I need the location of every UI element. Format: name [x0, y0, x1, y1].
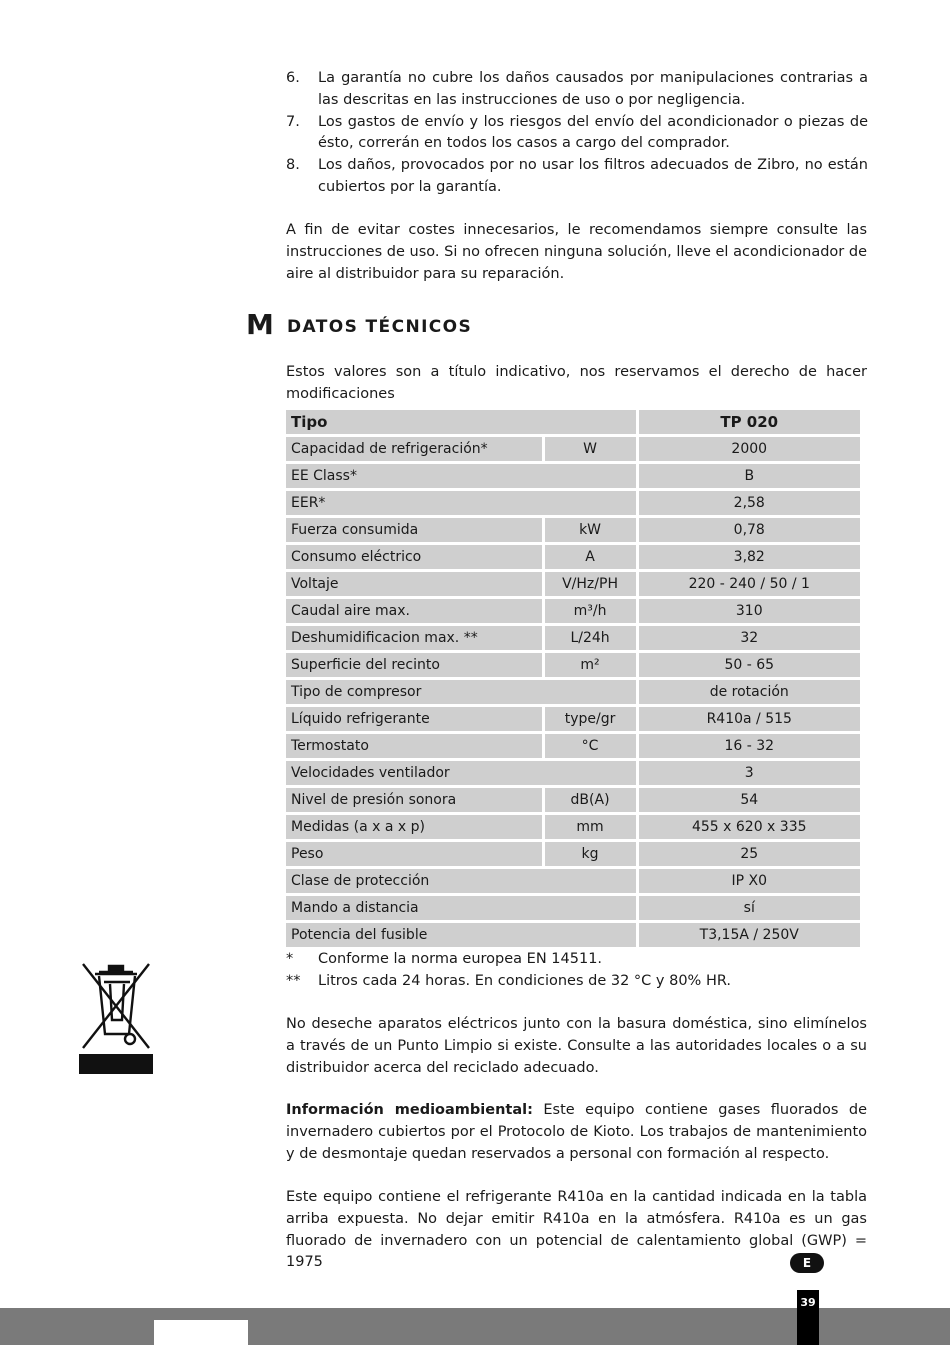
spec-value: 3	[639, 761, 861, 785]
spec-value: R410a / 515	[639, 707, 861, 731]
spec-label: Nivel de presión sonora	[286, 788, 542, 812]
disposal-paragraph: No deseche aparatos eléctricos junto con la basura doméstica, sino elimínelos a través de un Punto Limpio si existe. Consulte a las autoridades locales o a su distribuidor acerca del reciclado adecuado.	[286, 1016, 867, 1076]
spec-value: T3,15A / 250V	[639, 923, 861, 947]
warranty-item	[286, 112, 868, 156]
warranty-item-text: La garantía no cubre los daños causados por manipulaciones contrarias a las descritas en las instrucciones de uso o por negligencia.	[318, 70, 868, 108]
footnote	[286, 970, 868, 992]
footnote-mark: **	[286, 973, 301, 989]
spec-unit: A	[545, 545, 636, 569]
warranty-item	[286, 155, 868, 199]
spec-label: Voltaje	[286, 572, 542, 596]
spec-unit: °C	[545, 734, 636, 758]
footnote-text: Litros cada 24 horas. En condiciones de 32 °C y 80% HR.	[318, 973, 732, 989]
spec-label: Potencia del fusible	[286, 923, 636, 947]
page-number: 39	[800, 1296, 816, 1309]
spec-value: sí	[639, 896, 861, 920]
spec-label: Fuerza consumida	[286, 518, 542, 542]
spec-label: Peso	[286, 842, 542, 866]
spec-header-value: TP 020	[639, 410, 861, 434]
spec-unit: m²	[545, 653, 636, 677]
spec-row	[286, 896, 860, 920]
warranty-item-number: 8.	[286, 157, 300, 174]
environment-label: Información medioambiental:	[286, 1102, 533, 1118]
spec-label: Termostato	[286, 734, 542, 758]
spec-label: Capacidad de refrigeración*	[286, 437, 542, 461]
spec-row	[286, 788, 860, 812]
spec-row	[286, 572, 860, 596]
advice-paragraph: A fin de evitar costes innecesarios, le recomendamos siempre consulte las instrucciones de uso. Si no ofrecen ninguna solución, lleve el acondicionador de aire al distribuidor para su reparación.	[286, 222, 867, 282]
environment-text: Este equipo contiene gases fluorados de invernadero cubiertos por el Protocolo de Kioto. Los trabajos de mantenimiento y de desmontaje quedan reservados a personal con formación al respecto.	[286, 1102, 867, 1162]
spec-value: 0,78	[639, 518, 861, 542]
spec-unit: type/gr	[545, 707, 636, 731]
spec-value: B	[639, 464, 861, 488]
spec-value: 220 - 240 / 50 / 1	[639, 572, 861, 596]
spec-unit: mm	[545, 815, 636, 839]
spec-unit: kW	[545, 518, 636, 542]
table-intro: Estos valores son a título indicativo, nos reservamos el derecho de hacer modificaciones	[286, 364, 867, 402]
footnotes	[286, 948, 868, 992]
environment-paragraph	[286, 1100, 867, 1165]
spec-header-label: Tipo	[286, 410, 636, 434]
spec-row	[286, 761, 860, 785]
crossed-out-wheelie-bin-icon	[79, 960, 153, 1074]
spec-row	[286, 923, 860, 947]
warranty-item-number: 6.	[286, 70, 300, 86]
spec-value: 455 x 620 x 335	[639, 815, 861, 839]
spec-label: Líquido refrigerante	[286, 707, 542, 731]
spec-label: Consumo eléctrico	[286, 545, 542, 569]
spec-unit: V/Hz/PH	[545, 572, 636, 596]
spec-value: 54	[639, 788, 861, 812]
spec-row	[286, 437, 860, 461]
spec-label: Tipo de compresor	[286, 680, 636, 704]
footer-white-block	[154, 1320, 248, 1345]
spec-label: EE Class*	[286, 464, 636, 488]
warranty-item-text: Los daños, provocados por no usar los filtros adecuados de Zibro, no están cubiertos por la garantía.	[318, 157, 868, 195]
warranty-item-number: 7.	[286, 113, 300, 130]
spec-unit: kg	[545, 842, 636, 866]
spec-value: de rotación	[639, 680, 861, 704]
spec-label: Clase de protección	[286, 869, 636, 893]
spec-row	[286, 653, 860, 677]
spec-label: Velocidades ventilador	[286, 761, 636, 785]
spec-header-row	[286, 410, 860, 434]
spec-value: IP X0	[639, 869, 861, 893]
footnote-text: Conforme la norma europea EN 14511.	[318, 951, 603, 967]
spec-label: Superficie del recinto	[286, 653, 542, 677]
spec-row	[286, 680, 860, 704]
spec-row	[286, 518, 860, 542]
spec-unit: L/24h	[545, 626, 636, 650]
spec-value: 310	[639, 599, 861, 623]
spec-label: Deshumidificacion max. **	[286, 626, 542, 650]
warranty-list	[286, 68, 868, 199]
spec-row	[286, 491, 860, 515]
spec-label: Caudal aire max.	[286, 599, 542, 623]
spec-value: 3,82	[639, 545, 861, 569]
spec-label: EER*	[286, 491, 636, 515]
spec-value: 32	[639, 626, 861, 650]
spec-value: 2,58	[639, 491, 861, 515]
spec-table	[283, 407, 863, 950]
spec-row	[286, 707, 860, 731]
spec-value: 16 - 32	[639, 734, 861, 758]
section-title: DATOS TÉCNICOS	[287, 317, 473, 337]
spec-label: Mando a distancia	[286, 896, 636, 920]
spec-label: Medidas (a x a x p)	[286, 815, 542, 839]
spec-row	[286, 869, 860, 893]
spec-row	[286, 626, 860, 650]
section-letter: M	[246, 308, 274, 341]
warranty-item-text: Los gastos de envío y los riesgos del envío del acondicionador o piezas de ésto, correrán en todos los casos a cargo del comprador.	[318, 113, 868, 152]
warranty-item	[286, 68, 868, 112]
footnote	[286, 948, 868, 970]
spec-value: 50 - 65	[639, 653, 861, 677]
language-badge: E	[790, 1253, 824, 1273]
spec-row	[286, 815, 860, 839]
refrigerant-paragraph: Este equipo contiene el refrigerante R410a en la cantidad indicada en la tabla arriba expuesta. No dejar emitir R410a en la atmósfera. R410a es un gas fluorado de invernadero con un potencial de calentamiento global (GWP) = 1975	[286, 1189, 867, 1271]
spec-row	[286, 599, 860, 623]
spec-unit: dB(A)	[545, 788, 636, 812]
spec-row	[286, 545, 860, 569]
spec-row	[286, 734, 860, 758]
spec-value: 25	[639, 842, 861, 866]
spec-row	[286, 464, 860, 488]
spec-row	[286, 842, 860, 866]
spec-unit: m³/h	[545, 599, 636, 623]
spec-unit: W	[545, 437, 636, 461]
spec-value: 2000	[639, 437, 861, 461]
footnote-mark: *	[286, 951, 294, 967]
